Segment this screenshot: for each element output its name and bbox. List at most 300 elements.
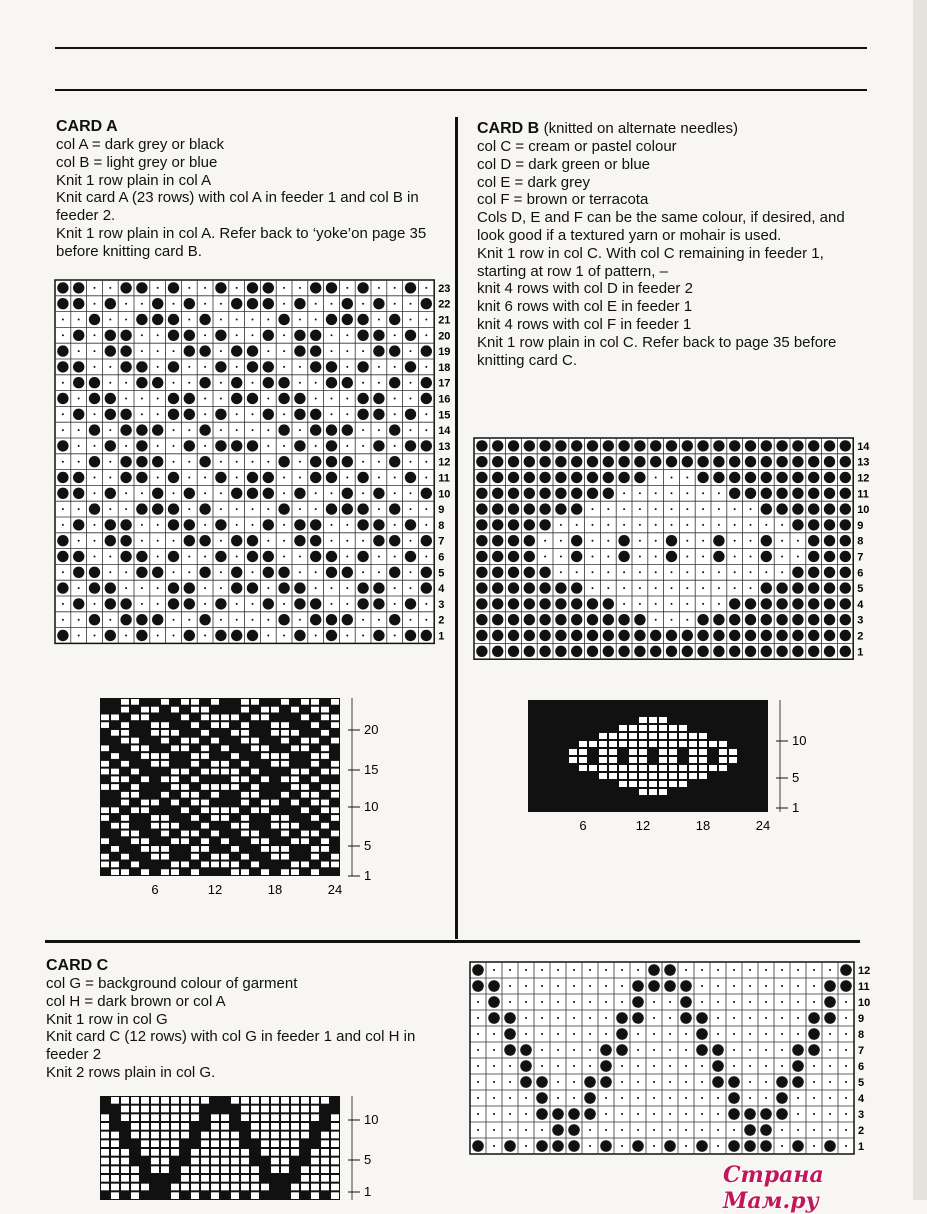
row-number: 2 — [857, 630, 864, 643]
punch-hole — [599, 749, 607, 755]
stitch-dot — [808, 488, 819, 499]
stitch-dot — [504, 1028, 516, 1040]
stitch-dot — [247, 345, 258, 356]
stitch-point — [573, 969, 575, 971]
stitch-dot — [373, 598, 384, 609]
stitch-dot — [120, 409, 131, 420]
punch-hole — [311, 1158, 319, 1165]
stitch-point — [685, 1145, 687, 1147]
stitch-dot — [215, 551, 226, 562]
stitch-point — [671, 603, 673, 605]
stitch-point — [686, 508, 688, 510]
punch-hole — [141, 1106, 149, 1113]
stitch-point — [204, 635, 206, 637]
row-number: 11 — [857, 488, 869, 501]
stitch-dot — [552, 1124, 564, 1136]
punch-hole — [111, 714, 119, 720]
stitch-dot — [168, 361, 179, 372]
stitch-dot — [263, 472, 274, 483]
punch-hole — [331, 807, 339, 813]
stitch-point — [188, 461, 190, 463]
stitch-dot — [666, 456, 677, 467]
stitch-dot — [57, 282, 68, 293]
stitch-point — [749, 1065, 751, 1067]
punch-hole — [201, 838, 209, 844]
punch-hole — [331, 1158, 339, 1165]
stitch-point — [425, 524, 427, 526]
stitch-point — [685, 1033, 687, 1035]
punch-hole — [171, 862, 179, 868]
punch-hole — [321, 800, 329, 806]
punch-hole — [121, 699, 129, 705]
stitch-point — [669, 1065, 671, 1067]
punch-hole — [271, 1106, 279, 1113]
stitch-point — [299, 556, 301, 558]
punch-hole — [171, 1123, 179, 1130]
stitch-dot — [840, 488, 851, 499]
punch-hole — [161, 1106, 169, 1113]
stitch-dot — [682, 646, 693, 657]
punch-hole — [699, 773, 707, 779]
stitch-dot — [745, 440, 756, 451]
punch-hole — [261, 1184, 269, 1191]
stitch-dot — [389, 377, 400, 388]
punch-hole — [121, 854, 129, 860]
punch-hole — [201, 1175, 209, 1182]
stitch-dot — [199, 614, 210, 625]
stitch-point — [557, 1033, 559, 1035]
punch-hole — [201, 753, 209, 759]
stitch-point — [299, 477, 301, 479]
punch-hole — [261, 745, 269, 751]
stitch-dot — [697, 456, 708, 467]
punch-hole — [101, 722, 109, 728]
stitch-point — [781, 985, 783, 987]
stitch-dot — [310, 409, 321, 420]
stitch-point — [299, 319, 301, 321]
stitch-dot — [729, 488, 740, 499]
punch-hole — [271, 753, 279, 759]
stitch-dot — [247, 440, 258, 451]
punch-hole — [281, 730, 289, 736]
punch-hole — [211, 792, 219, 798]
punch-hole — [201, 1149, 209, 1156]
stitch-point — [346, 287, 348, 289]
stitch-point — [493, 1129, 495, 1131]
stitch-dot — [357, 314, 368, 325]
stitch-point — [765, 985, 767, 987]
punch-hole — [321, 784, 329, 790]
stitch-point — [544, 540, 546, 542]
stitch-point — [188, 429, 190, 431]
stitch-point — [477, 1129, 479, 1131]
stitch-dot — [342, 377, 353, 388]
stitch-dot — [136, 614, 147, 625]
punch-hole — [301, 1184, 309, 1191]
stitch-point — [362, 540, 364, 542]
stitch-dot — [524, 567, 535, 578]
stitch-dot — [600, 1060, 612, 1072]
stitch-dot — [555, 456, 566, 467]
stitch-dot — [73, 298, 84, 309]
punch-hole — [639, 725, 647, 731]
punch-hole — [141, 1097, 149, 1104]
stitch-dot — [745, 598, 756, 609]
stitch-dot — [231, 535, 242, 546]
stitch-dot — [824, 630, 835, 641]
punch-hole — [659, 749, 667, 755]
punch-hole — [321, 745, 329, 751]
stitch-dot — [310, 472, 321, 483]
stitch-dot — [761, 582, 772, 593]
stitch-dot — [373, 630, 384, 641]
stitch-dot — [105, 393, 116, 404]
stitch-dot — [616, 1012, 628, 1024]
stitch-dot — [120, 345, 131, 356]
stitch-dot — [184, 582, 195, 593]
stitch-point — [477, 1097, 479, 1099]
punch-hole — [131, 784, 139, 790]
punch-hole — [649, 733, 657, 739]
stitch-point — [477, 1017, 479, 1019]
stitch-point — [560, 540, 562, 542]
stitch-point — [686, 492, 688, 494]
punch-hole — [211, 714, 219, 720]
stitch-dot — [840, 567, 851, 578]
punch-hole — [191, 1184, 199, 1191]
stitch-point — [509, 1065, 511, 1067]
punch-hole — [181, 769, 189, 775]
stitch-point — [157, 524, 159, 526]
stitch-point — [425, 334, 427, 336]
stitch-point — [141, 603, 143, 605]
stitch-point — [477, 1049, 479, 1051]
stitch-dot — [792, 598, 803, 609]
stitch-dot — [326, 472, 337, 483]
stitch-dot — [294, 440, 305, 451]
stitch-point — [702, 508, 704, 510]
row-number: 4 — [438, 583, 445, 596]
stitch-dot — [168, 551, 179, 562]
stitch-point — [733, 1065, 735, 1067]
stitch-dot — [73, 330, 84, 341]
punch-hole — [131, 1114, 139, 1121]
punch-hole — [211, 1140, 219, 1147]
punch-hole — [141, 776, 149, 782]
column-label: 18 — [695, 818, 711, 833]
stitch-point — [94, 350, 96, 352]
stitch-dot — [808, 503, 819, 514]
stitch-dot — [555, 630, 566, 641]
stitch-point — [653, 1017, 655, 1019]
punch-hole — [619, 733, 627, 739]
punch-hole — [659, 773, 667, 779]
row-number: 7 — [438, 535, 445, 548]
stitch-dot — [824, 488, 835, 499]
punch-hole — [261, 869, 269, 875]
row-number: 11 — [438, 472, 450, 485]
stitch-point — [315, 319, 317, 321]
stitch-dot — [761, 614, 772, 625]
stitch-dot — [555, 472, 566, 483]
stitch-dot — [808, 472, 819, 483]
stitch-point — [669, 1049, 671, 1051]
row-number: 10 — [858, 997, 871, 1009]
punch-hole — [131, 807, 139, 813]
punch-hole — [301, 1166, 309, 1173]
punch-hole — [101, 1175, 109, 1182]
punch-hole — [161, 792, 169, 798]
stitch-point — [331, 524, 333, 526]
punch-hole — [301, 1097, 309, 1104]
stitch-point — [845, 1145, 847, 1147]
stitch-point — [765, 524, 767, 526]
stitch-point — [62, 382, 64, 384]
stitch-point — [125, 587, 127, 589]
row-number: 7 — [858, 1045, 865, 1057]
punch-hole — [201, 714, 209, 720]
punch-hole — [261, 1097, 269, 1104]
stitch-point — [362, 619, 364, 621]
stitch-point — [605, 969, 607, 971]
punch-hole — [221, 784, 229, 790]
stitch-dot — [761, 630, 772, 641]
row-number: 23 — [438, 282, 451, 295]
stitch-point — [686, 619, 688, 621]
punch-hole — [331, 1140, 339, 1147]
stitch-dot — [57, 630, 68, 641]
stitch-dot — [568, 1140, 580, 1152]
stitch-dot — [57, 551, 68, 562]
stitch-dot — [120, 598, 131, 609]
stitch-dot — [278, 377, 289, 388]
stitch-point — [653, 1145, 655, 1147]
stitch-point — [493, 1033, 495, 1035]
punch-hole — [221, 862, 229, 868]
stitch-dot — [476, 472, 487, 483]
stitch-dot — [618, 456, 629, 467]
punch-hole — [131, 738, 139, 744]
stitch-dot — [603, 488, 614, 499]
stitch-point — [394, 492, 396, 494]
stitch-point — [173, 429, 175, 431]
punch-hole — [251, 1192, 259, 1199]
card-c-text — [46, 956, 446, 1082]
stitch-point — [346, 445, 348, 447]
stitch-point — [702, 492, 704, 494]
stitch-dot — [476, 614, 487, 625]
stitch-point — [685, 1081, 687, 1083]
stitch-point — [829, 1097, 831, 1099]
stitch-point — [669, 1097, 671, 1099]
punch-hole — [101, 807, 109, 813]
stitch-point — [623, 587, 625, 589]
stitch-dot — [326, 614, 337, 625]
stitch-dot — [184, 330, 195, 341]
stitch-point — [283, 635, 285, 637]
stitch-dot — [744, 1108, 756, 1120]
stitch-dot — [571, 503, 582, 514]
stitch-point — [78, 619, 80, 621]
punch-hole — [589, 741, 597, 747]
stitch-point — [62, 334, 64, 336]
punch-hole — [251, 831, 259, 837]
card-c-line: Knit 1 row in col G — [46, 1010, 168, 1028]
row-number: 14 — [857, 440, 870, 453]
row-number: 1 — [857, 646, 864, 659]
stitch-dot — [342, 614, 353, 625]
stitch-dot — [539, 614, 550, 625]
stitch-point — [781, 1145, 783, 1147]
punch-hole — [201, 1166, 209, 1173]
stitch-dot — [120, 519, 131, 530]
stitch-point — [797, 1033, 799, 1035]
punch-hole — [151, 1097, 159, 1104]
punch-hole — [201, 846, 209, 852]
stitch-dot — [136, 630, 147, 641]
stitch-dot — [539, 488, 550, 499]
stitch-dot — [231, 567, 242, 578]
column-label: 6 — [579, 818, 587, 833]
stitch-point — [315, 445, 317, 447]
stitch-dot — [294, 535, 305, 546]
stitch-dot — [421, 582, 432, 593]
stitch-point — [557, 985, 559, 987]
punch-hole — [121, 776, 129, 782]
punch-hole — [311, 869, 319, 875]
stitch-dot — [539, 472, 550, 483]
stitch-dot — [152, 314, 163, 325]
stitch-dot — [536, 1076, 548, 1088]
punch-hole — [231, 1149, 239, 1156]
punch-hole — [171, 769, 179, 775]
stitch-point — [236, 556, 238, 558]
punch-hole — [241, 800, 249, 806]
stitch-dot — [792, 519, 803, 530]
stitch-dot — [508, 614, 519, 625]
stitch-dot — [712, 1060, 724, 1072]
punch-hole — [261, 707, 269, 713]
stitch-dot — [136, 567, 147, 578]
stitch-dot — [776, 503, 787, 514]
stitch-point — [639, 556, 641, 558]
stitch-point — [717, 1001, 719, 1003]
punch-hole — [619, 773, 627, 779]
punch-hole — [191, 792, 199, 798]
punch-hole — [171, 1149, 179, 1156]
punch-hole — [321, 753, 329, 759]
stitch-dot — [373, 393, 384, 404]
stitch-point — [109, 571, 111, 573]
punch-hole — [211, 761, 219, 767]
stitch-dot — [184, 298, 195, 309]
punch-hole — [599, 765, 607, 771]
stitch-dot — [247, 488, 258, 499]
stitch-point — [125, 382, 127, 384]
punch-hole — [709, 765, 717, 771]
stitch-dot — [136, 551, 147, 562]
stitch-point — [639, 524, 641, 526]
stitch-dot — [792, 456, 803, 467]
punch-hole — [729, 749, 737, 755]
stitch-point — [797, 556, 799, 558]
stitch-dot — [761, 646, 772, 657]
stitch-point — [331, 413, 333, 415]
punch-hole — [201, 1132, 209, 1139]
punch-hole — [121, 1166, 129, 1173]
punch-hole — [191, 1114, 199, 1121]
stitch-dot — [697, 472, 708, 483]
stitch-dot — [808, 456, 819, 467]
punch-hole — [311, 1184, 319, 1191]
punch-hole — [689, 749, 697, 755]
stitch-dot — [571, 646, 582, 657]
stitch-dot — [357, 330, 368, 341]
punch-hole — [271, 1166, 279, 1173]
stitch-dot — [294, 582, 305, 593]
stitch-point — [637, 1097, 639, 1099]
punch-hole — [201, 862, 209, 868]
stitch-dot — [168, 582, 179, 593]
stitch-point — [655, 540, 657, 542]
stitch-dot — [600, 1076, 612, 1088]
punch-hole — [271, 730, 279, 736]
stitch-dot — [728, 1076, 740, 1088]
stitch-point — [252, 508, 254, 510]
stitch-point — [749, 1049, 751, 1051]
punch-hole — [311, 1192, 319, 1199]
stitch-dot — [472, 964, 484, 976]
stitch-point — [589, 1001, 591, 1003]
stitch-dot — [476, 551, 487, 562]
stitch-dot — [357, 598, 368, 609]
stitch-dot — [808, 567, 819, 578]
stitch-dot — [476, 456, 487, 467]
stitch-point — [797, 540, 799, 542]
punch-hole — [331, 831, 339, 837]
card-c-line: col G = background colour of garment — [46, 975, 298, 992]
punch-hole — [171, 838, 179, 844]
row-label: 5 — [364, 838, 372, 853]
punch-hole — [241, 1114, 249, 1121]
punch-hole — [161, 815, 169, 821]
punch-hole — [589, 765, 597, 771]
stitch-dot — [840, 630, 851, 641]
row-number: 2 — [858, 1125, 865, 1137]
card-b-line: col F = brown or terracota — [477, 191, 649, 209]
punch-hole — [131, 745, 139, 751]
stitch-dot — [840, 535, 851, 546]
stitch-point — [701, 1113, 703, 1115]
stitch-dot — [73, 409, 84, 420]
stitch-dot — [524, 535, 535, 546]
stitch-point — [410, 398, 412, 400]
stitch-point — [425, 287, 427, 289]
stitch-point — [283, 492, 285, 494]
stitch-point — [733, 1017, 735, 1019]
punch-hole — [291, 838, 299, 844]
punch-hole — [201, 1097, 209, 1104]
stitch-point — [157, 603, 159, 605]
punch-hole — [271, 1114, 279, 1121]
stitch-point — [94, 492, 96, 494]
stitch-dot — [696, 1012, 708, 1024]
stitch-point — [717, 1129, 719, 1131]
stitch-dot — [342, 503, 353, 514]
stitch-point — [378, 366, 380, 368]
row-number: 14 — [438, 425, 451, 438]
stitch-point — [410, 382, 412, 384]
